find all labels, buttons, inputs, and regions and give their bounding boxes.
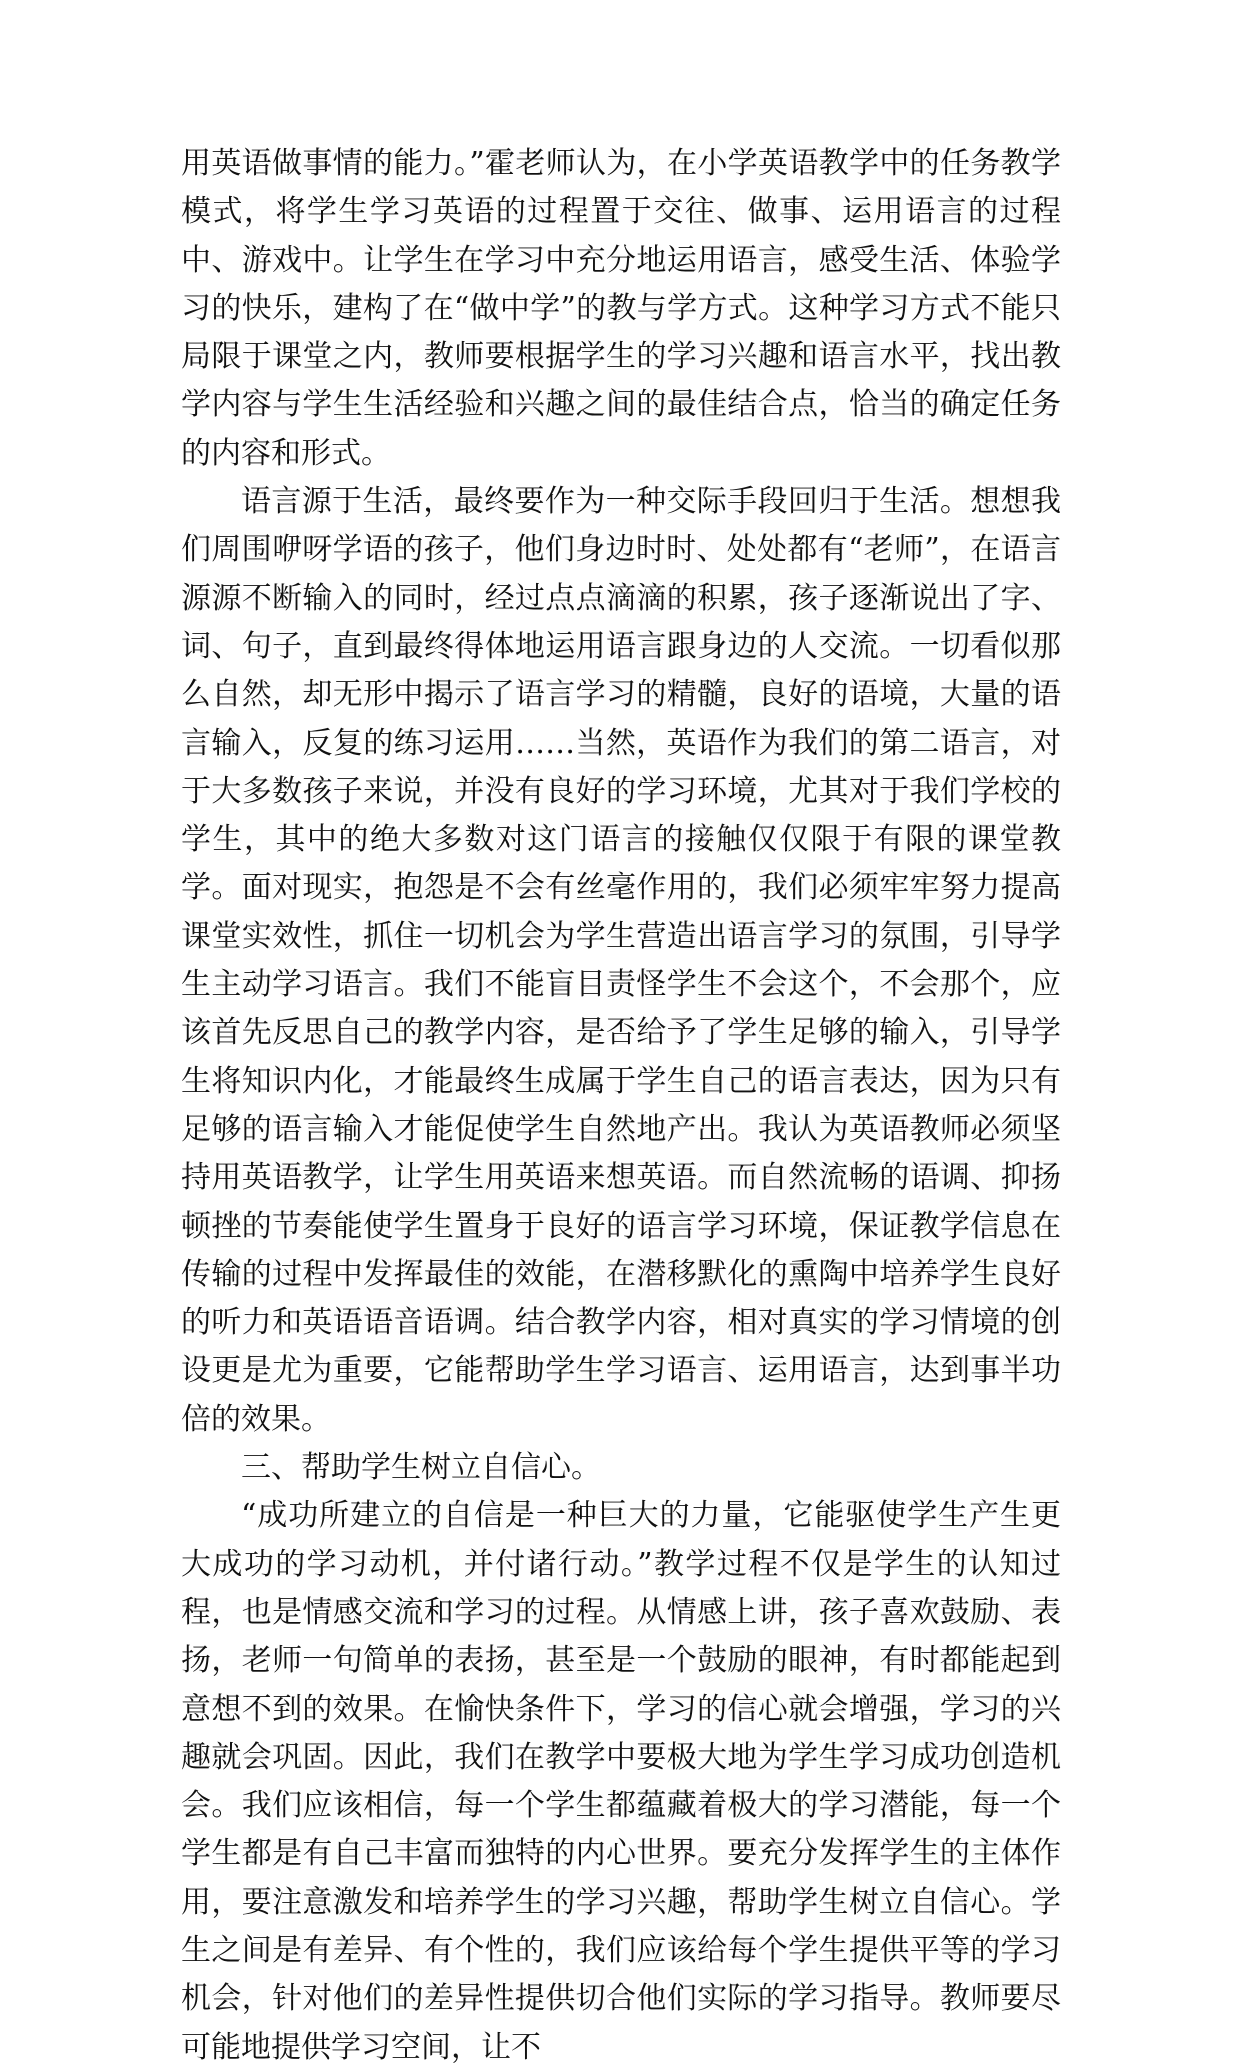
paragraph-confidence: “成功所建立的自信是一种巨大的力量，它能驱使学生产生更大成功的学习动机，并付诸行动。”教学过程不仅是学生的认知过程，也是情感交流和学习的过程。从情感上讲，孩子喜欢鼓励、表扬，老师一句简单的表扬，甚至是一个鼓励的眼神，有时都能起到意想不到的效果。在愉快条件下，学习的信心就会增强，学习的兴趣就会巩固。因此，我们在教学中要极大地为学生学习成功创造机会。我们应该相信，每一个学生都蕴藏着极大的学习潜能，每一个学生都是有自己丰富而独特的内心世界。要充分发挥学生的主体作用，要注意激发和培养学生的学习兴趣，帮助学生树立自信心。学生之间是有差异、有个性的，我们应该给每个学生提供平等的学习机会，针对他们的差异性提供切合他们实际的学习指导。教师要尽可能地提供学习空间，让不 [181,1498,1061,2065]
paragraph-language-from-life: 语言源于生活，最终要作为一种交际手段回归于生活。想想我们周围咿呀学语的孩子，他们身边时时、处处都有“老师”，在语言源源不断输入的同时，经过点点滴滴的积累，孩子逐渐说出了字、词、句子，直到最终得体地运用语言跟身边的人交流。一切看似那么自然，却无形中揭示了语言学习的精髓，良好的语境，大量的语言输入，反复的练习运用……当然，英语作为我们的第二语言，对于大多数孩子来说，并没有良好的学习环境，尤其对于我们学校的学生，其中的绝大多数对这门语言的接触仅仅限于有限的课堂教学。面对现实，抱怨是不会有丝毫作用的，我们必须牢牢努力提高课堂实效性，抓住一切机会为学生营造出语言学习的氛围，引导学生主动学习语言。我们不能盲目责怪学生不会这个，不会那个，应该首先反思自己的教学内容，是否给予了学生足够的输入，引导学生将知识内化，才能最终生成属于学生自己的语言表达，因为只有足够的语言输入才能促使学生自然地产出。我认为英语教师必须坚持用英语教学，让学生用英语来想英语。而自然流畅的语调、抑扬顿挫的节奏能使学生置身于良好的语言学习环境，保证教学信息在传输的过程中发挥最佳的效能，在潜移默化的熏陶中培养学生良好的听力和英语语音语调。结合教学内容，相对真实的学习情境的创设更是尤为重要，它能帮助学生学习语言、运用语言，达到事半功倍的效果。 [181,484,1061,1437]
paragraph-continuation: 用英语做事情的能力。”霍老师认为，在小学英语教学中的任务教学模式，将学生学习英语的过程置于交往、做事、运用语言的过程中、游戏中。让学生在学习中充分地运用语言，感受生活、体验学习的快乐，建构了在“做中学”的教与学方式。这种学习方式不能只局限于课堂之内，教师要根据学生的学习兴趣和语言水平，找出教学内容与学生生活经验和兴趣之间的最佳结合点，恰当的确定任务的内容和形式。 [181,146,1061,471]
document-page [181,140,1061,2072]
section-heading: 三、帮助学生树立自信心。 [241,1450,601,1486]
